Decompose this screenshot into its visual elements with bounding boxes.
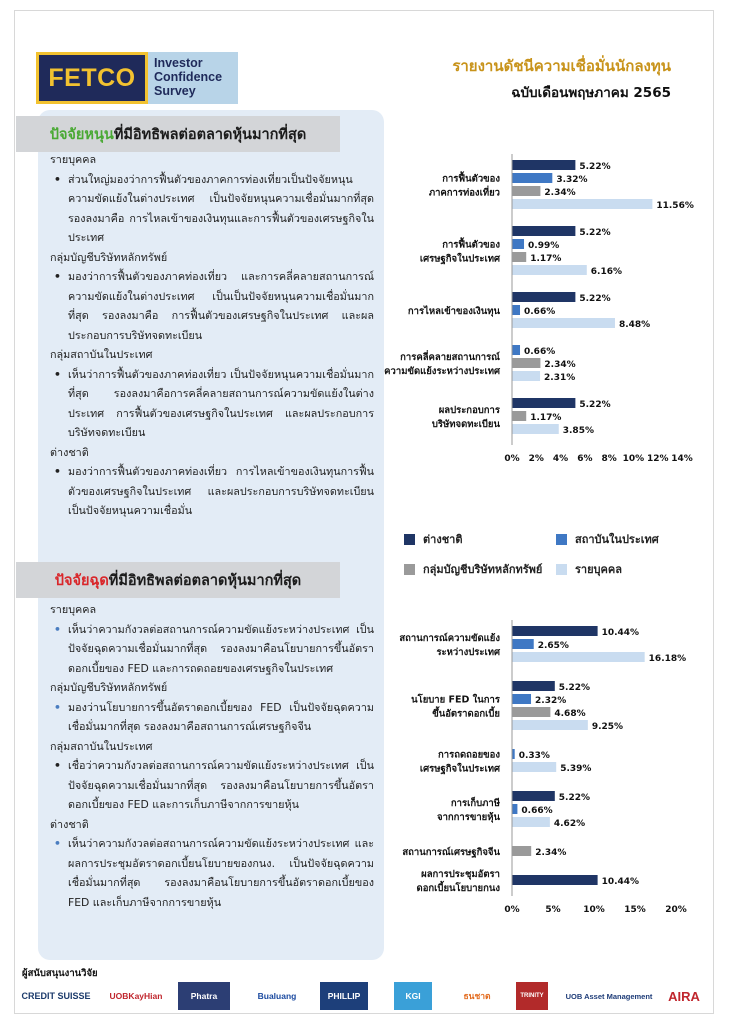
bar-brokerage (512, 252, 526, 262)
sponsor-row (18, 982, 712, 1010)
bar-brokerage (512, 411, 526, 421)
legend-swatch (404, 564, 415, 575)
bullet-dot: • (54, 270, 61, 283)
data-label: 5.22% (579, 400, 611, 410)
bar-individual (512, 817, 550, 827)
bullet-dot: • (54, 465, 61, 478)
category-label: การไหลเข้าของเงินทุน (407, 306, 500, 317)
bar-foreign (512, 791, 555, 801)
positive-heading (16, 116, 340, 152)
group-label: ต่างชาติ (50, 817, 89, 831)
bar-institution (512, 239, 524, 249)
legend-label: สถาบันในประเทศ (575, 533, 659, 546)
category-label: การถดถอยของ (438, 749, 500, 761)
data-label: 4.62% (553, 819, 586, 829)
category-label: การเก็บภาษี (450, 798, 500, 809)
bar-institution (512, 639, 534, 649)
category-label: การฟื้นตัวของ (442, 173, 500, 185)
category-label: ขึ้นอัตราดอกเบี้ย (432, 708, 500, 720)
bar-foreign (512, 160, 575, 170)
bar-foreign (512, 226, 575, 236)
data-label: 10.44% (601, 877, 640, 887)
data-label: 1.17% (530, 413, 562, 423)
bullet-dot: • (54, 367, 61, 381)
tick-label: 8% (601, 454, 617, 464)
negative-factors-svg (390, 620, 700, 940)
negative-body (46, 600, 374, 912)
bar-brokerage (512, 846, 531, 856)
bar-individual (512, 265, 587, 275)
positive-heading-rest: ที่มีอิทธิพลต่อตลาดหุ้นมากที่สุด (113, 126, 307, 143)
bar-individual (512, 720, 588, 730)
data-label: 2.65% (537, 641, 569, 651)
tick-label: 20% (665, 905, 687, 915)
fetco-logo (36, 52, 238, 104)
bar-individual (512, 762, 556, 772)
bullet-text: เห็นว่าความกังวลต่อสถานการณ์ความขัดแย้งระหว่างประเทศ เป็นปัจจัยฉุดความเชื่อมั่นมากที่สุด รองลงมาคือนโยบายการขึ้นอัตราดอกเบี้ยของ FED และการถดถอยของเศรษฐกิจในประเทศ (68, 622, 374, 675)
sponsor-logo: UOBKayHian (109, 991, 163, 1001)
bar-brokerage (512, 707, 550, 717)
group-label: ต่างชาติ (50, 445, 89, 459)
category-label: ระหว่างประเทศ (436, 647, 500, 658)
category-label: เศรษฐกิจในประเทศ (419, 253, 500, 265)
list-item (46, 756, 374, 815)
tick-label: 12% (646, 454, 669, 464)
list-item (46, 834, 374, 912)
legend-item-brokerage (404, 560, 542, 578)
tick-label: 15% (624, 905, 646, 915)
data-label: 11.56% (656, 201, 694, 211)
group-label: รายบุคคล (50, 603, 97, 616)
tick-label: 5% (545, 905, 561, 915)
negative-heading-rest: ที่มีอิทธิพลต่อตลาดหุ้นมากที่สุด (108, 572, 302, 589)
report-date: ฉบับเดือนพฤษภาคม 2565 (511, 85, 671, 101)
sponsor-logo: PHILLIP (320, 982, 368, 1010)
data-label: 0.99% (528, 241, 560, 251)
tick-label: 2% (528, 454, 544, 464)
category-label: การคลี่คลายสถานการณ์ (400, 352, 500, 363)
tick-label: 0% (504, 905, 520, 915)
data-label: 5.22% (579, 228, 611, 238)
sponsor-logo: Phatra (178, 982, 230, 1010)
data-label: 3.32% (556, 175, 588, 185)
data-label: 1.17% (530, 254, 562, 264)
bullet-dot: • (54, 622, 61, 636)
group-label: กลุ่มบัญชีบริษัทหลักทรัพย์ (50, 250, 168, 264)
category-label: ภาคการท่องเที่ยว (428, 187, 500, 199)
sponsor-logo: Bualuang (257, 991, 297, 1001)
data-label: 2.34% (544, 188, 576, 198)
category-label: ผลการประชุมอัตรา (421, 869, 500, 880)
bullet-text: มองว่าการฟื้นตัวของภาคท่องเที่ยว และการคลี่คลายสถานการณ์ความขัดแย้งในต่างประเทศ เป็นเป็นปัจจัยหนุนความเชื่อมั่นมากที่สุด รองลงมาคือ การฟื้นตัวของเศรษฐกิจในประเทศ และผลประกอบการบริษัทจดทะเบียน (68, 270, 374, 342)
sponsor-logo: UOB Asset Management (565, 991, 653, 1001)
bar-institution (512, 694, 531, 704)
legend-swatch (556, 534, 567, 545)
category-label: การฟื้นตัวของ (442, 239, 500, 251)
group-label: กลุ่มสถาบันในประเทศ (50, 739, 153, 753)
legend-item-individual (556, 560, 622, 578)
legend-swatch (556, 564, 567, 575)
tick-label: 6% (577, 454, 593, 464)
data-label: 2.34% (535, 848, 567, 858)
data-label: 5.22% (558, 793, 591, 803)
logo-sub-line-3: Survey (154, 84, 196, 98)
bullet-dot: • (54, 172, 61, 186)
data-label: 8.48% (618, 320, 651, 330)
sponsor-label: ผู้สนับสนุนงานวิจัย (22, 968, 98, 979)
tick-label: 10% (622, 454, 645, 464)
bar-individual (512, 318, 615, 328)
category-label: เศรษฐกิจในประเทศ (419, 763, 500, 775)
logo-sub-line-2: Confidence (154, 70, 223, 84)
data-label: 0.66% (524, 347, 556, 357)
sponsor-logo: KGI (394, 982, 432, 1010)
sponsor-logo: TRINITY (516, 982, 548, 1010)
category-label: ผลประกอบการ (438, 405, 500, 416)
data-label: 2.31% (544, 373, 576, 383)
bar-foreign (512, 292, 575, 302)
bullet-text: มองว่าการฟื้นตัวของภาคท่องเที่ยว การไหลเข้าของเงินทุนการฟื้นตัวของเศรษฐกิจในประเทศ และผลประกอบการบริษัทจดทะเบียนเป็นปัจจัยหนุนความเชื่อมั่น (68, 465, 374, 517)
list-item (46, 365, 374, 443)
positive-heading-highlight: ปัจจัยหนุน (49, 126, 114, 143)
data-label: 0.33% (518, 751, 550, 761)
data-label: 5.22% (579, 294, 611, 304)
sponsor-logo: CREDIT SUISSE (21, 991, 91, 1001)
bar-brokerage (512, 358, 540, 368)
bar-individual (512, 371, 540, 381)
data-label: 2.32% (535, 696, 567, 706)
report-title: รายงานดัชนีความเชื่อมั่นนักลงทุน (452, 57, 671, 75)
legend-swatch (404, 534, 415, 545)
bar-institution (512, 804, 517, 814)
data-label: 0.66% (521, 806, 553, 816)
category-label: ดอกเบี้ยนโยบายกนง (416, 883, 500, 894)
bar-foreign (512, 398, 575, 408)
negative-heading (16, 562, 340, 598)
data-label: 9.25% (591, 722, 624, 732)
category-label: บริษัทจดทะเบียน (431, 419, 500, 430)
sponsor-logo: AIRA (668, 988, 700, 1004)
bar-institution (512, 345, 520, 355)
category-label: สถานการณ์เศรษฐกิจจีน (402, 847, 500, 858)
positive-factors-svg (384, 150, 700, 470)
bullet-text: ส่วนใหญ่มองว่าการฟื้นตัวของภาคการท่องเที่ยวเป็นปัจจัยหนุนความขัดแย้งในต่างประเทศ เป็นปัจจัยหนุนความเชื่อมั่นมากที่สุด รองลงมาคือ การไหลเข้าของเงินทุนและการฟื้นตัวของเศรษฐกิจในประเทศ (68, 172, 374, 244)
data-label: 6.16% (590, 267, 623, 277)
negative-factors-chart (390, 620, 700, 940)
bullet-text: เห็นว่าความกังวลต่อสถานการณ์ความขัดแย้งระหว่างประเทศ และผลการประชุมอัตราดอกเบี้ยนโยบายของกนง. เป็นปัจจัยฉุดความเชื่อมั่นมากที่สุด รองลงมาคือนโยบายการขึ้นอัตราดอกเบี้ยของ FED และเก็บภาษีจากการขายหุ้น (68, 837, 374, 909)
legend-item-foreign (404, 530, 462, 548)
data-label: 16.18% (648, 654, 687, 664)
data-label: 0.66% (524, 307, 556, 317)
bar-foreign (512, 626, 598, 636)
logo-sub-line-1: Investor (154, 56, 203, 70)
bar-brokerage (512, 186, 540, 196)
tick-label: 4% (552, 454, 569, 464)
bullet-dot: • (54, 837, 61, 850)
list-item (46, 698, 374, 737)
data-label: 2.34% (544, 360, 576, 370)
data-label: 5.22% (558, 683, 591, 693)
tick-label: 10% (583, 905, 605, 915)
group-label: รายบุคคล (50, 153, 97, 166)
bullet-dot: • (54, 759, 61, 772)
bullet-text: เชื่อว่าความกังวลต่อสถานการณ์ความขัดแย้งระหว่างประเทศ เป็นปัจจัยฉุดความเชื่อมั่นมากที่สุด รองลงมาคือนโยบายการขึ้นอัตราดอกเบี้ยของ FED และการเก็บภาษีจากการขายหุ้น (68, 759, 374, 811)
bar-institution (512, 173, 552, 183)
group-label: กลุ่มสถาบันในประเทศ (50, 348, 153, 361)
tick-label: 14% (671, 454, 693, 464)
bullet-text: มองว่านโยบายการขึ้นอัตราดอกเบี้ยของ FED เป็นปัจจัยฉุดความเชื่อมั่นมากที่สุด รองลงมาคือสถานการณ์เศรษฐกิจจีน (68, 700, 374, 733)
bar-individual (512, 424, 559, 434)
data-label: 10.44% (601, 628, 640, 638)
category-label: จากการขายหุ้น (437, 812, 500, 823)
legend-item-institution (556, 530, 659, 548)
positive-body (46, 150, 374, 521)
logo-main: FETCO (36, 52, 148, 104)
bar-foreign (512, 875, 598, 885)
data-label: 3.85% (562, 426, 594, 436)
list-item (46, 462, 374, 521)
group-label: กลุ่มบัญชีบริษัทหลักทรัพย์ (50, 681, 168, 694)
bar-individual (512, 652, 645, 662)
negative-heading-highlight: ปัจจัยฉุด (54, 572, 109, 589)
logo-subtitle (148, 52, 238, 104)
bullet-dot: • (54, 700, 61, 714)
bar-institution (512, 305, 520, 315)
data-label: 4.68% (554, 709, 586, 719)
bar-individual (512, 199, 652, 209)
list-item (46, 620, 374, 679)
list-item (46, 267, 374, 345)
bullet-text: เห็นว่าการฟื้นตัวของภาคท่องเที่ยว เป็นปัจจัยหนุนความเชื่อมั่นมากที่สุด รองลงมาคือการคลี่คลายสถานการณ์ความขัดแย้งในต่างประเทศ การฟื้นตัวของเศรษฐกิจในประเทศ และผลประกอบการบริษัทจดทะเบียน (68, 367, 374, 439)
data-label: 5.22% (579, 162, 611, 172)
category-label: ความขัดแย้งระหว่างประเทศ (384, 366, 500, 377)
legend-label: กลุ่มบัญชีบริษัทหลักทรัพย์ (423, 563, 543, 576)
list-item (46, 170, 374, 248)
data-label: 5.39% (560, 764, 592, 774)
category-label: สถานการณ์ความขัดแย้ง (399, 633, 500, 644)
sponsor-logo: ธนชาต (463, 991, 491, 1001)
legend-label: รายบุคคล (575, 563, 622, 576)
positive-factors-chart (384, 150, 700, 470)
legend-label: ต่างชาติ (423, 533, 463, 546)
bar-foreign (512, 681, 555, 691)
category-label: นโยบาย FED ในการ (411, 694, 500, 706)
tick-label: 0% (504, 454, 520, 464)
